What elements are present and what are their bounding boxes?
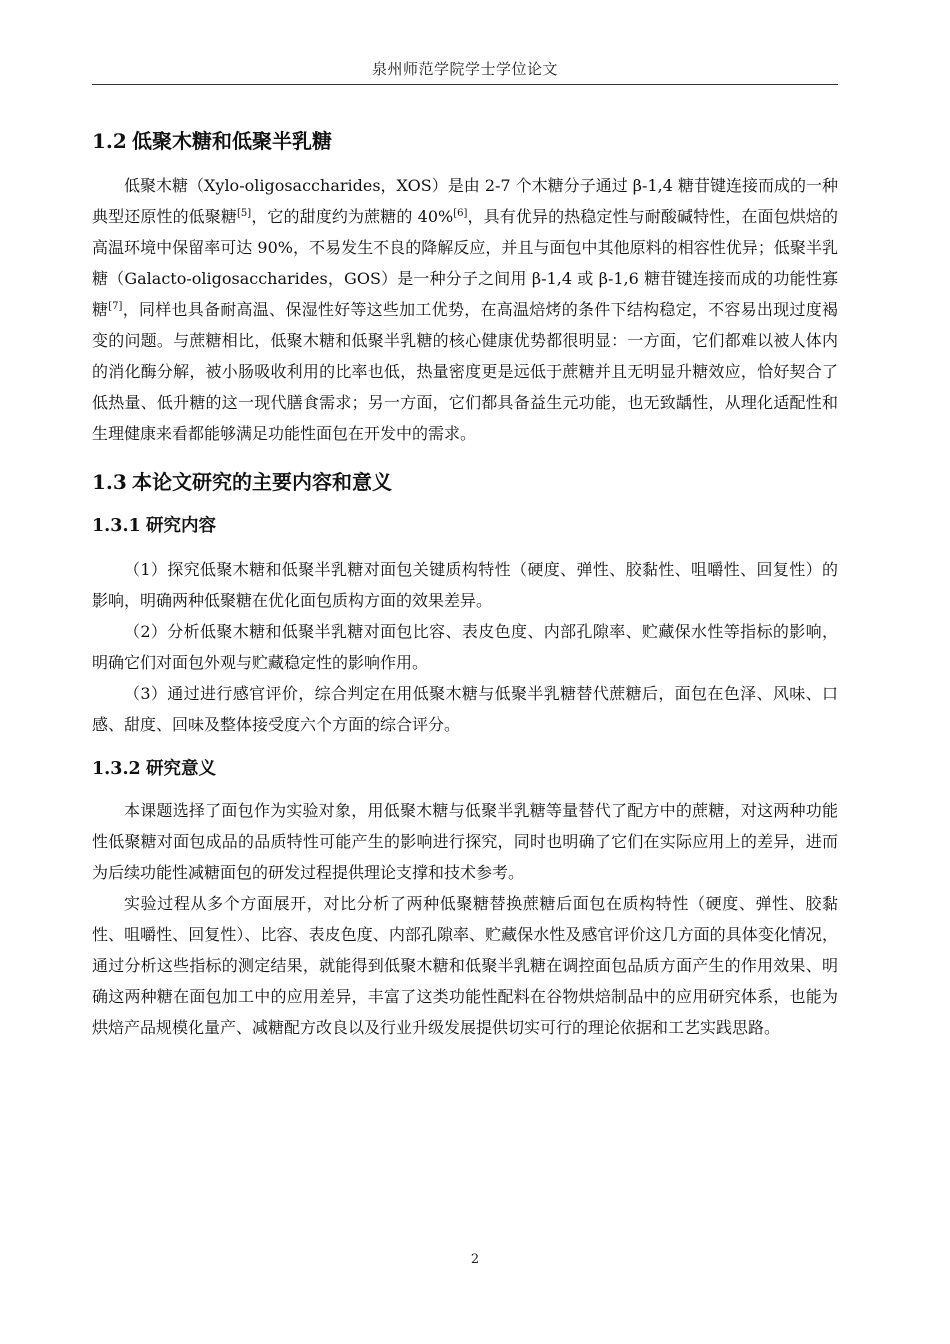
subsection-heading-1-3-2 (92, 758, 838, 781)
header-rule (92, 84, 838, 85)
page-body (92, 128, 838, 1043)
section-heading-1-3 (92, 469, 838, 495)
text-run: 低聚木糖（Xylo-oligosaccharides，XOS）是由 2-7 个木糖分子通过 β-1,4 糖苷键连接而成的一种典型还原性的低聚糖 (92, 176, 838, 226)
significance-paragraph: 实验过程从多个方面展开，对比分析了两种低聚糖替换蔗糖后面包在质构特性（硬度、弹性、胶黏性、咀嚼性、回复性）、比容、表皮色度、内部孔隙率、贮藏保水性及感官评价这几方面的具体变化情况，通过分析这些指标的测定结果，就能得到低聚木糖和低聚半乳糖在调控面包品质方面产生的作用效果、明确这两种糖在面包加工中的应用差异，丰富了这类功能性配料在谷物烘焙制品中的应用研究体系，也能为烘焙产品规模化量产、减糖配方改良以及行业升级发展提供切实可行的理论依据和工艺实践思路。 (92, 893, 838, 1037)
text-run: ，具有优异的热稳定性与耐酸碱特性，在面包烘焙的高温环境中保留率可达 90%，不易发生不良的降解反应，并且与面包中其他原料的相容性优异；低聚半乳糖（Galacto-oligosaccharides，GOS）是一种分子之间用 β-1,4 或 β-1,6 糖苷键连接而成的功能性寡糖 (92, 207, 838, 319)
text-run: ，它的甜度约为蔗糖的 40% (251, 207, 454, 226)
section-number: 1.2 (92, 129, 127, 153)
subsection-number: 1.3.2 (92, 758, 141, 779)
significance-paragraph: 本课题选择了面包作为实验对象，用低聚木糖与低聚半乳糖等量替代了配方中的蔗糖，对这两种功能性低聚糖对面包成品的品质特性可能产生的影响进行探究，同时也明确了它们在实际应用上的差异，进而为后续功能性减糖面包的研发过程提供理论支撑和技术参考。 (92, 800, 838, 882)
section-title: 低聚木糖和低聚半乳糖 (132, 129, 332, 153)
paragraph-oligosaccharides (92, 170, 838, 449)
research-item: （2）分析低聚木糖和低聚半乳糖对面包比容、表皮色度、内部孔隙率、贮藏保水性等指标的影响，明确它们对面包外观与贮藏稳定性的影响作用。 (92, 621, 838, 672)
citation[interactable]: [7] (108, 301, 123, 312)
section-title: 本论文研究的主要内容和意义 (132, 470, 392, 494)
citation[interactable]: [6] (453, 208, 468, 219)
subsection-title: 研究内容 (146, 516, 216, 536)
subsection-heading-1-3-1 (92, 515, 838, 538)
section-number: 1.3 (92, 470, 127, 494)
text-run: ，同样也具备耐高温、保湿性好等这些加工优势，在高温焙烤的条件下结构稳定，不容易出现过度褐变的问题。与蔗糖相比，低聚木糖和低聚半乳糖的核心健康优势都很明显：一方面，它们都难以被人体内的消化酶分解，被小肠吸收利用的比率也低，热量密度更是远低于蔗糖并且无明显升糖效应，恰好契合了低热量、低升糖的这一现代膳食需求；另一方面，它们都具备益生元功能，也无致龋性，从理化适配性和生理健康来看都能够满足功能性面包在开发中的需求。 (92, 300, 838, 443)
research-item: （1）探究低聚木糖和低聚半乳糖对面包关键质构特性（硬度、弹性、胶黏性、咀嚼性、回复性）的影响，明确两种低聚糖在优化面包质构方面的效果差异。 (92, 559, 838, 610)
subsection-number: 1.3.1 (92, 516, 141, 536)
subsection-title: 研究意义 (146, 758, 216, 779)
page-number: 2 (470, 1252, 480, 1267)
research-item: （3）通过进行感官评价，综合判定在用低聚木糖与低聚半乳糖替代蔗糖后，面包在色泽、风味、口感、甜度、回味及整体接受度六个方面的综合评分。 (92, 683, 838, 734)
citation[interactable]: [5] (237, 208, 252, 219)
section-heading-1-2 (92, 128, 838, 154)
running-header: 泉州师范学院学士学位论文 (371, 60, 558, 78)
